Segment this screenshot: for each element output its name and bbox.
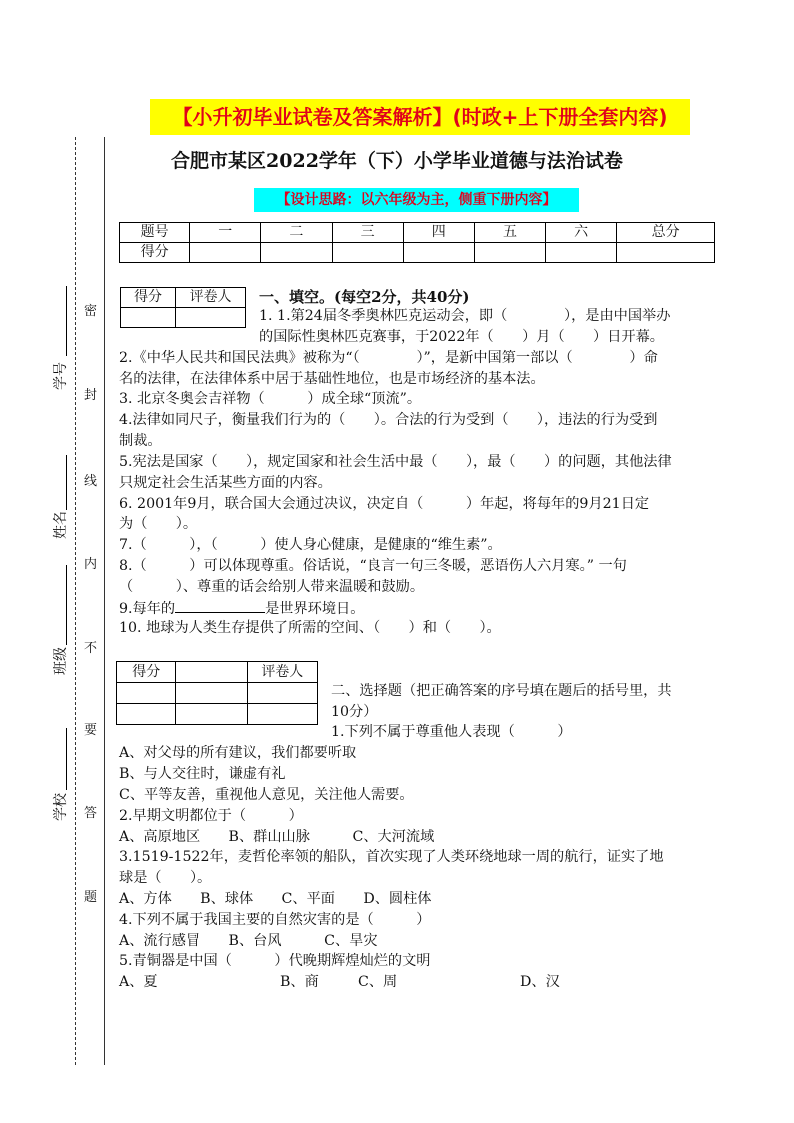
question-line <box>119 598 364 620</box>
student-id-line[interactable] <box>66 286 68 356</box>
question-line: 7.（ ），（ ）使人身心健康，是健康的“维生素”。 <box>119 537 502 553</box>
question-line: 5.青铜器是中国（ ）代晚期辉煌灿烂的文明 <box>119 953 431 969</box>
design-note: 【设计思路：以六年级为主，侧重下册内容】 <box>254 188 579 212</box>
seal-char: 封 <box>84 388 98 403</box>
grader-cell[interactable] <box>176 308 246 328</box>
score-table-header-row <box>120 223 715 243</box>
option-line: A、对父母的所有建议，我们都要听取 <box>119 745 357 761</box>
option-c: C、周 <box>358 974 398 990</box>
question-line: 1.下列不属于尊重他人表现（ ） <box>331 724 572 740</box>
question-line: 2.《中华人民共和国民法典》被称为“（ ）”，是新中国第一部以（ ）命 <box>119 350 658 366</box>
question-line: 6. 2001年9月，联合国大会通过决议，决定自（ ）年起，将每年的9月21日定 <box>119 496 650 512</box>
score-table <box>119 222 715 263</box>
promo-banner: 【小升初毕业试卷及答案解析】(时政+上下册全套内容) <box>150 99 690 135</box>
score-table-score-row <box>120 243 715 263</box>
score-cell[interactable] <box>117 683 176 704</box>
score-cell[interactable] <box>617 243 715 263</box>
seal-char: 题 <box>84 890 98 905</box>
question-line: 3. 北京冬奥会吉祥物（ ）成全球“顶流”。 <box>119 391 422 407</box>
name-line[interactable] <box>66 455 68 510</box>
question-line: 只规定社会生活某些方面的内容。 <box>119 475 332 491</box>
seal-char: 密 <box>84 304 98 319</box>
score-cell[interactable] <box>261 243 332 263</box>
binding-line <box>104 137 105 1065</box>
question-line: 球是（ ）。 <box>119 870 212 886</box>
seal-char: 答 <box>84 806 98 821</box>
score-cell[interactable] <box>121 308 176 328</box>
answer-blank[interactable] <box>175 598 265 613</box>
option-line: A、流行感冒 B、台风 C、旱灾 <box>119 933 378 949</box>
school-label: 学校 <box>53 793 69 821</box>
score-cell[interactable] <box>474 243 545 263</box>
question-line: 3.1519-1522年，麦哲伦率领的船队，首次实现了人类环绕地球一周的航行，证实了地 <box>119 849 664 865</box>
header-cell: 总分 <box>617 223 715 243</box>
section2-grading-table <box>116 661 318 725</box>
class-label: 班级 <box>53 647 69 675</box>
header-cell: 四 <box>403 223 474 243</box>
option-d: D、汉 <box>520 974 560 990</box>
seal-char: 不 <box>84 641 98 656</box>
question-line: 的国际性奥林匹克赛事，于2022年（ ）月（ ）日开幕。 <box>259 329 664 345</box>
blank-cell[interactable] <box>176 704 247 725</box>
question-line: 为（ ）。 <box>119 516 198 532</box>
header-cell: 题号 <box>120 223 190 243</box>
grader-label: 评卷人 <box>247 662 317 683</box>
section2-heading-cont: 10分） <box>331 704 378 720</box>
seal-char: 内 <box>84 557 98 572</box>
question-text: 是世界环境日。 <box>265 601 365 617</box>
question-line: 制裁。 <box>119 433 162 449</box>
question-line: 10. 地球为人类生存提供了所需的空间、（ ）和（ ）。 <box>119 620 501 636</box>
question-line: 名的法律，在法律体系中居于基础性地位，也是市场经济的基本法。 <box>119 371 545 387</box>
question-line: 4.法律如同尺子，衡量我们行为的（ ）。合法的行为受到（ ），违法的行为受到 <box>119 412 658 428</box>
section1-grading-table <box>120 287 246 328</box>
grader-cell[interactable] <box>247 683 317 704</box>
option-line: C、平等友善，重视他人意见，关注他人需要。 <box>119 787 414 803</box>
question-line: 2.早期文明都位于（ ） <box>119 808 303 824</box>
score-label: 得分 <box>121 288 176 308</box>
header-cell: 一 <box>190 223 261 243</box>
class-line[interactable] <box>66 565 68 645</box>
question-line: 5.宪法是国家（ ），规定国家和社会生活中最（ ），最（ ）的问题，其他法律 <box>119 454 672 470</box>
row-label: 得分 <box>120 243 190 263</box>
option-line: A、高原地区 B、群山山脉 C、大河流域 <box>119 829 435 845</box>
score-cell[interactable] <box>190 243 261 263</box>
score-cell[interactable] <box>117 704 176 725</box>
grader-cell[interactable] <box>247 704 317 725</box>
question-line: 1. 1.第24届冬季奥林匹克运动会，即（ ），是由中国举办 <box>259 308 671 324</box>
question-line: （ ）、尊重的话会给别人带来温暖和鼓励。 <box>119 579 425 595</box>
exam-title: 合肥市某区2022学年（下）小学毕业道德与法治试卷 <box>171 150 623 172</box>
score-cell[interactable] <box>403 243 474 263</box>
score-cell[interactable] <box>332 243 403 263</box>
blank-cell <box>176 662 247 683</box>
option-line: B、与人交往时，谦虚有礼 <box>119 766 286 782</box>
blank-cell[interactable] <box>176 683 247 704</box>
seal-char: 线 <box>84 474 98 489</box>
header-cell: 二 <box>261 223 332 243</box>
student-id-label: 学号 <box>53 362 69 390</box>
question-line: 8.（ ）可以体现尊重。俗话说，“良言一句三冬暖，恶语伤人六月寒。” 一句 <box>119 558 627 574</box>
option-line: A、方体 B、球体 C、平面 D、圆柱体 <box>119 891 432 907</box>
header-cell: 三 <box>332 223 403 243</box>
name-label: 姓名 <box>53 511 69 539</box>
section1-heading: 一、填空。(每空2分，共40分) <box>259 288 470 306</box>
header-cell: 六 <box>546 223 617 243</box>
binding-dashed-line <box>75 137 76 1065</box>
question-line: 4.下列不属于我国主要的自然灾害的是（ ） <box>119 912 431 928</box>
section2-heading: 二、选择题（把正确答案的序号填在题后的括号里，共 <box>331 683 672 699</box>
question-text: 9.每年的 <box>119 601 176 617</box>
score-cell[interactable] <box>546 243 617 263</box>
score-label: 得分 <box>117 662 176 683</box>
option-a: A、夏 <box>119 974 158 990</box>
seal-char: 要 <box>84 723 98 738</box>
school-line[interactable] <box>66 728 68 790</box>
option-b: B、商 <box>280 974 319 990</box>
header-cell: 五 <box>474 223 545 243</box>
grader-label: 评卷人 <box>176 288 246 308</box>
